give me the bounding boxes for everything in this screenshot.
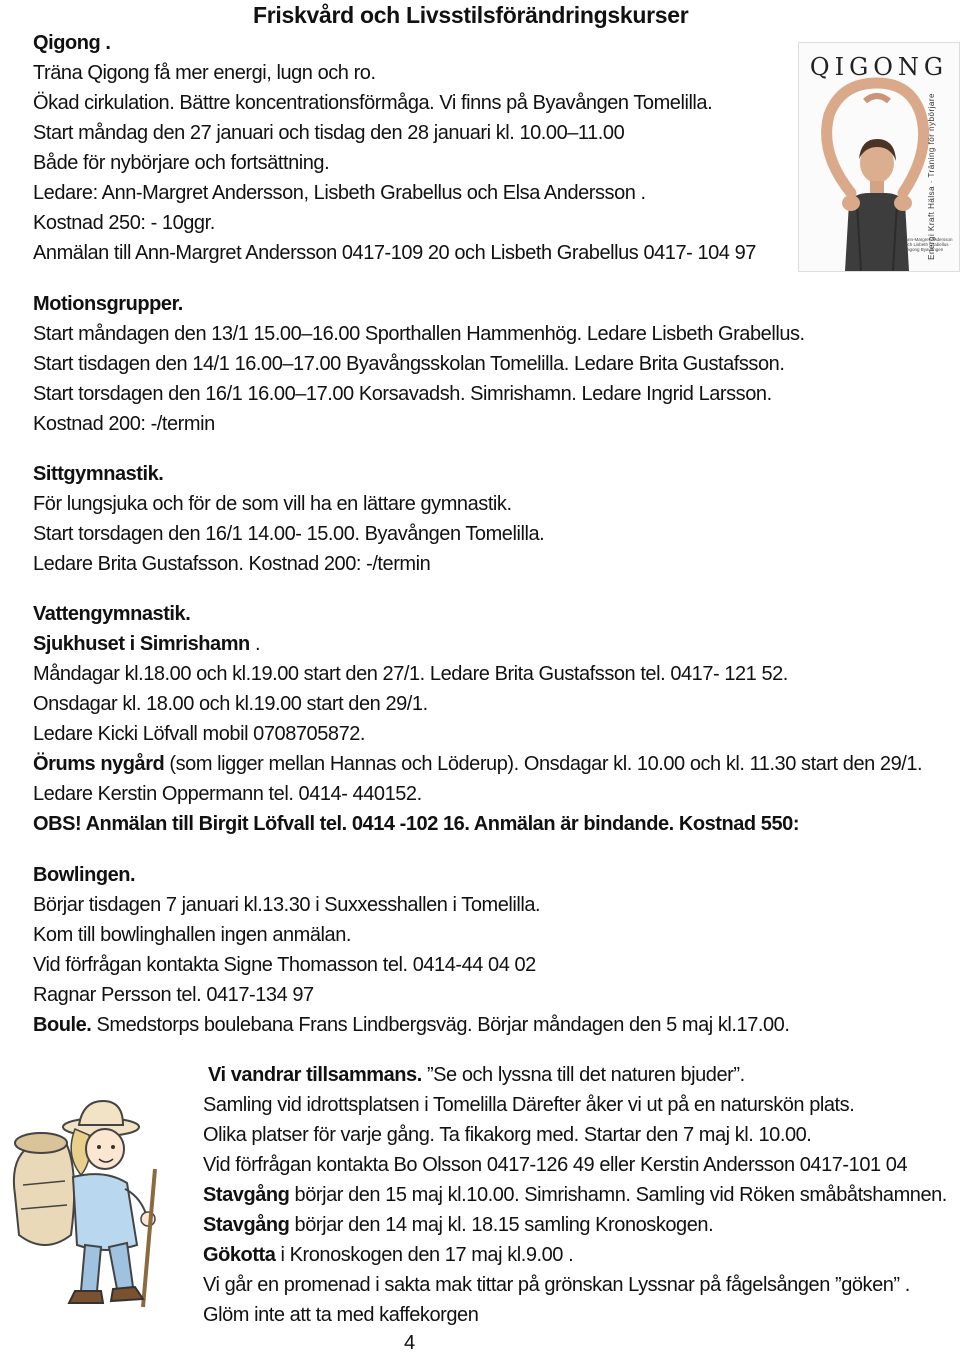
bowling-heading: Bowlingen. [33,864,136,886]
book-cover-title: QIGONG [809,53,949,81]
stavgang-line [203,1210,947,1240]
vatten-line: Ledare Kicki Löfvall mobil 0708705872. [33,723,366,745]
page-number: 4 [404,1332,416,1354]
motion-line: Start måndagen den 13/1 15.00–16.00 Sporthallen Hammenhög. Ledare Lisbeth Grabellus. [33,323,805,345]
stavgang-details: börjar den 14 maj kl. 18.15 samling Kronoskogen. [289,1214,714,1236]
vandra-line: Vid förfrågan kontakta Bo Olsson 0417-126 49 eller Kerstin Andersson 0417-101 04 [203,1154,908,1176]
orum-leader: Ledare Kerstin Oppermann tel. 0414- 440152. [33,783,422,805]
obs-notice: OBS! Anmälan till Birgit Löfvall tel. 0414 -102 16. Anmälan är bindande. Kostnad 550: [33,813,800,835]
qigong-line: Ledare: Ann-Margret Andersson, Lisbeth Grabellus och Elsa Andersson . [33,182,646,204]
orum-name: Örums nygård [33,753,165,775]
gokotta-heading: Gökotta [203,1244,276,1266]
bowling-line: Ragnar Persson tel. 0417-134 97 [33,984,314,1006]
sitt-heading: Sittgymnastik. [33,463,164,485]
boule-heading: Boule. [33,1014,92,1036]
gokotta-details: i Kronoskogen den 17 maj kl.9.00 . [275,1244,574,1266]
stavgang-heading: Stavgång [203,1184,290,1206]
bowling-line: Kom till bowlinghallen ingen anmälan. [33,924,351,946]
qigong-section [33,28,756,268]
promenad-line: Vi går en promenad i sakta mak tittar på grönskan Lyssnar på fågelsången ”göken” . [203,1274,910,1296]
hiker-clipart-image [5,1085,195,1315]
vandra-heading-line [203,1060,947,1090]
vatten-place-suffix: . [249,633,261,655]
boule-details: Smedstorps boulebana Frans Lindbergsväg. Börjar måndagen den 5 maj kl.17.00. [91,1014,790,1036]
bowling-line: Börjar tisdagen 7 januari kl.13.30 i Suxxesshallen i Tomelilla. [33,894,541,916]
qigong-line: Start måndag den 27 januari och tisdag den 28 januari kl. 10.00–11.00 [33,122,625,144]
motion-line: Start tisdagen den 14/1 16.00–17.00 Byavångsskolan Tomelilla. Ledare Brita Gustafsson. [33,353,785,375]
bowling-line: Vid förfrågan kontakta Signe Thomasson tel. 0414-44 04 02 [33,954,536,976]
vandra-line: Samling vid idrottsplatsen i Tomelilla Därefter åker vi ut på en naturskön plats. [203,1094,855,1116]
gokotta-line [203,1240,947,1270]
sitt-line: Start torsdagen den 16/1 14.00- 15.00. Byavången Tomelilla. [33,523,545,545]
page-title: Friskvård och Livsstilsförändringskurser [253,2,689,28]
book-cover-spine-text: Energi Kraft Hälsa · Träning för nybörjare [927,93,936,260]
stavgang-line [203,1180,947,1210]
stavgang-details: börjar den 15 maj kl.10.00. Simrishamn. Samling vid Röken småbåtshamnen. [289,1184,947,1206]
vatten-place-name: Sjukhuset i Simrishamn [33,633,250,655]
boule-line [33,1010,789,1040]
vandra-section [203,1060,947,1330]
motion-line: Start torsdagen den 16/1 16.00–17.00 Korsavadsh. Simrishamn. Ledare Ingrid Larsson. [33,383,772,405]
qigong-line: Både för nybörjare och fortsättning. [33,152,330,174]
qigong-line: Anmälan till Ann-Margret Andersson 0417-109 20 och Lisbeth Grabellus 0417- 104 97 [33,242,756,264]
qigong-book-cover-image [798,42,960,272]
qigong-heading: Qigong . [33,32,111,54]
vatten-place [33,629,922,659]
vatten-heading: Vattengymnastik. [33,603,191,625]
vandra-slogan: ”Se och lyssna till det naturen bjuder”. [421,1064,745,1086]
vatten-line: Onsdagar kl. 18.00 och kl.19.00 start den 29/1. [33,693,428,715]
sitt-line: Ledare Brita Gustafsson. Kostnad 200: -/termin [33,553,431,575]
bowling-section [33,860,789,1040]
stavgang-heading: Stavgång [203,1214,290,1236]
orum-details: (som ligger mellan Hannas och Löderup). Onsdagar kl. 10.00 och kl. 11.30 start den 29/1. [164,753,923,775]
qigong-line: Ökad cirkulation. Bättre koncentrationsförmåga. Vi finns på Byavången Tomelilla. [33,92,713,114]
vandra-heading: Vi vandrar tillsammans. [208,1064,422,1086]
motion-line: Kostnad 200: -/termin [33,413,215,435]
vandra-line: Olika platser för varje gång. Ta fikakorg med. Startar den 7 maj kl. 10.00. [203,1124,812,1146]
book-cover-caption: Ann-Margret Andersson och Lisbeth Grabellus · Qigong Byavången [905,237,953,252]
vatten-line: Måndagar kl.18.00 och kl.19.00 start den 27/1. Ledare Brita Gustafsson tel. 0417- 121 52. [33,663,788,685]
motion-heading: Motionsgrupper. [33,293,183,315]
qigong-line: Träna Qigong få mer energi, lugn och ro. [33,62,376,84]
kaffekorg-line: Glöm inte att ta med kaffekorgen [203,1304,479,1326]
motion-section [33,289,805,439]
sitt-line: För lungsjuka och för de som vill ha en lättare gymnastik. [33,493,512,515]
qigong-line: Kostnad 250: - 10ggr. [33,212,215,234]
sitt-section [33,459,544,579]
vatten-section [33,599,922,839]
orum-line [33,749,922,779]
